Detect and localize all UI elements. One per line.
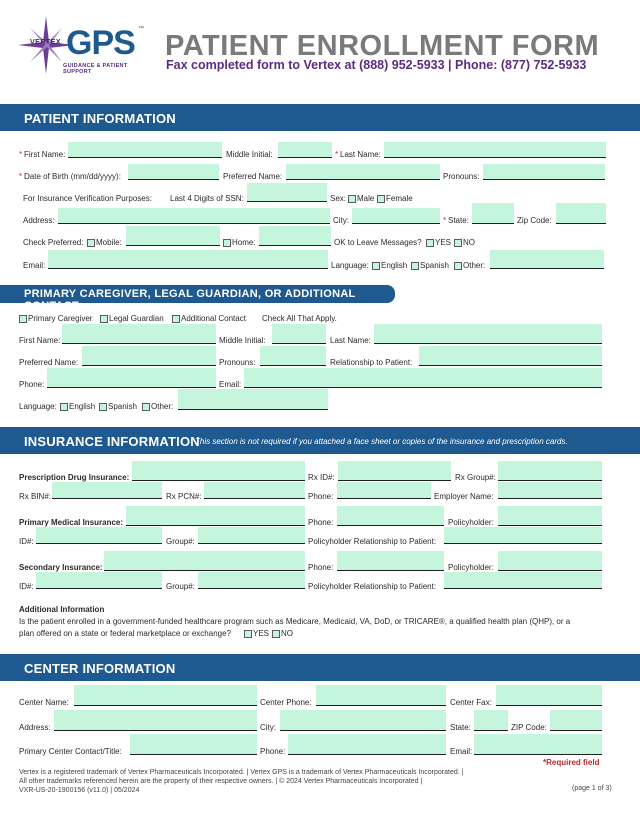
si-rel-label: Policyholder Relationship to Patient: bbox=[308, 582, 437, 591]
cg-pronouns-label: Pronouns: bbox=[219, 358, 256, 367]
patient-first-name-field[interactable] bbox=[68, 142, 222, 158]
required-asterisk: * bbox=[19, 150, 23, 159]
pm-policyholder-label: Policyholder: bbox=[448, 518, 494, 527]
si-group-field[interactable] bbox=[198, 572, 305, 589]
patient-section-title: PATIENT INFORMATION bbox=[24, 111, 176, 126]
male-checkbox[interactable] bbox=[348, 195, 356, 203]
center-phone-label: Center Phone: bbox=[260, 698, 312, 707]
required-asterisk: * bbox=[443, 216, 447, 225]
center-section-header bbox=[0, 654, 640, 681]
caregiver-email-field[interactable] bbox=[244, 368, 602, 388]
state-label: State: bbox=[448, 216, 469, 225]
ssn-label: Last 4 Digits of SSN: bbox=[170, 194, 244, 203]
patient-section-header bbox=[0, 104, 640, 131]
spanish-label: Spanish bbox=[420, 261, 449, 270]
center-state-field[interactable] bbox=[474, 710, 508, 731]
center-phone-field[interactable] bbox=[316, 685, 446, 706]
rx-phone-label: Phone: bbox=[308, 492, 334, 501]
cg-other-label: Other: bbox=[151, 402, 174, 411]
patient-home-field[interactable] bbox=[259, 226, 331, 246]
pronouns-label: Pronouns: bbox=[443, 172, 480, 181]
check-preferred-label: Check Preferred: bbox=[23, 238, 84, 247]
cg-english-label: English bbox=[69, 402, 96, 411]
other-language-checkbox[interactable] bbox=[454, 262, 462, 270]
address-label: Address: bbox=[23, 216, 55, 225]
english-label: English bbox=[381, 261, 408, 270]
other-language-label: Other: bbox=[463, 261, 486, 270]
language-label: Language: bbox=[331, 261, 369, 270]
insurance-section-note: This section is not required if you attached a face sheet or copies of the insurance and prescription cards. bbox=[195, 437, 568, 446]
cg-relationship-label: Relationship to Patient: bbox=[330, 358, 413, 367]
mobile-checkbox[interactable] bbox=[87, 239, 95, 247]
patient-other-language-field[interactable] bbox=[490, 250, 604, 269]
caregiver-last-name-field[interactable] bbox=[374, 324, 602, 344]
center-contact-label: Primary Center Contact/Title: bbox=[19, 747, 122, 756]
ok-yes-checkbox[interactable] bbox=[426, 239, 434, 247]
gov-program-yes-label: YES bbox=[253, 629, 270, 638]
logo-tagline: GUIDANCE & PATIENT SUPPORT bbox=[63, 63, 128, 75]
additional-contact-checkbox[interactable] bbox=[172, 315, 180, 323]
patient-city-field[interactable] bbox=[352, 208, 440, 224]
pm-policyholder-field[interactable] bbox=[498, 506, 602, 526]
cg-spanish-checkbox[interactable] bbox=[99, 403, 107, 411]
caregiver-relationship-field[interactable] bbox=[419, 346, 602, 366]
center-address-field[interactable] bbox=[54, 710, 257, 731]
si-id-field[interactable] bbox=[36, 572, 162, 589]
patient-state-field[interactable] bbox=[472, 203, 514, 224]
pm-group-field[interactable] bbox=[198, 527, 305, 544]
caregiver-section-title: PRIMARY CAREGIVER, LEGAL GUARDIAN, OR ADDITIONAL CONTACT bbox=[24, 288, 356, 312]
rx-group-label: Rx Group#: bbox=[455, 473, 496, 482]
ok-no-label: NO bbox=[463, 238, 475, 247]
center-contact-phone-label: Phone: bbox=[260, 747, 286, 756]
footer-document-code: VXR-US-20-1900156 (v11.0) | 05/2024 bbox=[19, 787, 140, 794]
si-phone-label: Phone: bbox=[308, 563, 334, 572]
preferred-name-label: Preferred Name: bbox=[223, 172, 283, 181]
patient-preferred-name-field[interactable] bbox=[286, 164, 440, 180]
si-id-label: ID#: bbox=[19, 582, 34, 591]
dob-label: Date of Birth (mm/dd/yyyy): bbox=[24, 172, 121, 181]
si-policyholder-field[interactable] bbox=[498, 551, 602, 571]
pm-group-label: Group#: bbox=[166, 537, 195, 546]
ok-no-checkbox[interactable] bbox=[454, 239, 462, 247]
center-name-field[interactable] bbox=[74, 685, 257, 706]
cg-email-label: Email: bbox=[219, 380, 242, 389]
additional-info-text-1: Is the patient enrolled in a government-funded healthcare program such as Medicare, Medicaid, VA, DoD, or TRICARE®, a qualified health plan (QHP), or a bbox=[19, 617, 571, 626]
insurance-section-header bbox=[0, 427, 640, 454]
center-contact-phone-field[interactable] bbox=[288, 734, 446, 755]
center-address-label: Address: bbox=[19, 723, 51, 732]
primary-medical-field[interactable] bbox=[126, 506, 305, 526]
legal-guardian-checkbox[interactable] bbox=[100, 315, 108, 323]
rx-phone-field[interactable] bbox=[337, 482, 431, 499]
center-fax-field[interactable] bbox=[496, 685, 602, 706]
caregiver-first-name-field[interactable] bbox=[62, 324, 216, 344]
patient-address-field[interactable] bbox=[58, 208, 330, 224]
female-label: Female bbox=[386, 194, 413, 203]
page-number: (page 1 of 3) bbox=[572, 785, 612, 792]
vertex-gps-logo bbox=[16, 14, 156, 76]
employer-label: Employer Name: bbox=[434, 492, 494, 501]
caregiver-phone-field[interactable] bbox=[47, 368, 216, 388]
insurance-section-title: INSURANCE INFORMATION bbox=[24, 434, 200, 449]
prescription-insurance-field[interactable] bbox=[132, 461, 305, 481]
home-label: Home: bbox=[232, 238, 256, 247]
caregiver-preferred-name-field[interactable] bbox=[82, 346, 216, 366]
cg-spanish-label: Spanish bbox=[108, 402, 137, 411]
ok-to-leave-label: OK to Leave Messages? bbox=[334, 238, 422, 247]
center-fax-label: Center Fax: bbox=[450, 698, 492, 707]
pm-id-field[interactable] bbox=[36, 527, 162, 544]
center-city-field[interactable] bbox=[280, 710, 446, 731]
cg-english-checkbox[interactable] bbox=[60, 403, 68, 411]
city-label: City: bbox=[333, 216, 349, 225]
center-city-label: City: bbox=[260, 723, 276, 732]
patient-mobile-field[interactable] bbox=[126, 226, 220, 246]
center-name-label: Center Name: bbox=[19, 698, 69, 707]
middle-initial-label: Middle Initial: bbox=[226, 150, 273, 159]
rx-pcn-field[interactable] bbox=[204, 482, 305, 499]
required-field-note: *Required field bbox=[543, 758, 600, 767]
english-checkbox[interactable] bbox=[372, 262, 380, 270]
logo-gps-text: GPS bbox=[66, 24, 135, 62]
cg-other-checkbox[interactable] bbox=[142, 403, 150, 411]
secondary-insurance-field[interactable] bbox=[104, 551, 305, 571]
caregiver-other-language-field[interactable] bbox=[178, 389, 328, 410]
rx-id-field[interactable] bbox=[338, 461, 451, 481]
cg-phone-label: Phone: bbox=[19, 380, 45, 389]
rx-bin-label: Rx BIN#: bbox=[19, 492, 52, 501]
insurance-purposes-label: For Insurance Verification Purposes: bbox=[23, 194, 152, 203]
employer-field[interactable] bbox=[498, 482, 602, 499]
sex-label: Sex: bbox=[330, 194, 347, 203]
footer-trademark-line-2: All other trademarks referenced herein are the property of their respective owners. | © 2024 Vertex Pharmaceuticals Incorporated | bbox=[19, 778, 423, 785]
caregiver-middle-initial-field[interactable] bbox=[272, 324, 326, 344]
center-zip-label: ZIP Code: bbox=[511, 723, 547, 732]
cg-preferred-name-label: Preferred Name: bbox=[19, 358, 79, 367]
si-policyholder-label: Policyholder: bbox=[448, 563, 494, 572]
gov-program-yes-checkbox[interactable] bbox=[244, 630, 252, 638]
primary-medical-label: Primary Medical Insurance: bbox=[19, 518, 124, 527]
page-title: PATIENT ENROLLMENT FORM bbox=[165, 30, 600, 62]
male-label: Male bbox=[357, 194, 375, 203]
cg-middle-initial-label: Middle Initial: bbox=[219, 336, 266, 345]
footer-trademark-line-1: Vertex is a registered trademark of Vertex Pharmaceuticals Incorporated. | Vertex GPS is a trademark of Vertex Pharmaceuticals Incorporated. | bbox=[19, 769, 464, 776]
center-state-label: State: bbox=[450, 723, 471, 732]
si-phone-field[interactable] bbox=[337, 551, 444, 571]
pm-phone-field[interactable] bbox=[337, 506, 444, 526]
additional-info-text-2: plan offered on a state or federal marketplace or exchange? bbox=[19, 629, 231, 638]
gov-program-no-checkbox[interactable] bbox=[272, 630, 280, 638]
primary-caregiver-checkbox[interactable] bbox=[19, 315, 27, 323]
patient-last-name-field[interactable] bbox=[384, 142, 606, 158]
rx-pcn-label: Rx PCN#: bbox=[166, 492, 202, 501]
last-name-label: Last Name: bbox=[340, 150, 381, 159]
zip-label: Zip Code: bbox=[517, 216, 552, 225]
spanish-checkbox[interactable] bbox=[411, 262, 419, 270]
caregiver-pronouns-field[interactable] bbox=[260, 346, 326, 366]
rx-id-label: Rx ID#: bbox=[308, 473, 335, 482]
secondary-insurance-label: Secondary Insurance: bbox=[19, 563, 103, 572]
prescription-insurance-label: Prescription Drug Insurance: bbox=[19, 473, 130, 482]
caregiver-section-header bbox=[0, 285, 395, 312]
center-email-label: Email: bbox=[450, 747, 473, 756]
pm-rel-field[interactable] bbox=[444, 527, 602, 544]
patient-middle-initial-field[interactable] bbox=[278, 142, 332, 158]
additional-contact-label: Additional Contact bbox=[181, 314, 246, 323]
patient-pronouns-field[interactable] bbox=[483, 164, 605, 180]
si-rel-field[interactable] bbox=[444, 572, 602, 589]
first-name-label: First Name: bbox=[24, 150, 66, 159]
mobile-label: Mobile: bbox=[96, 238, 122, 247]
required-asterisk: * bbox=[19, 172, 23, 181]
patient-ssn-field[interactable] bbox=[247, 183, 327, 202]
cg-language-label: Language: bbox=[19, 402, 57, 411]
logo-tm: ™ bbox=[138, 26, 144, 32]
check-all-label: Check All That Apply. bbox=[262, 314, 337, 323]
gov-program-no-label: NO bbox=[281, 629, 293, 638]
email-label: Email: bbox=[23, 261, 46, 270]
legal-guardian-label: Legal Guardian bbox=[109, 314, 164, 323]
pm-phone-label: Phone: bbox=[308, 518, 334, 527]
rx-bin-field[interactable] bbox=[52, 482, 162, 499]
additional-info-heading: Additional Information bbox=[19, 605, 105, 614]
primary-caregiver-label: Primary Caregiver bbox=[28, 314, 93, 323]
home-checkbox[interactable] bbox=[223, 239, 231, 247]
patient-zip-field[interactable] bbox=[556, 203, 606, 224]
female-checkbox[interactable] bbox=[377, 195, 385, 203]
ok-yes-label: YES bbox=[435, 238, 452, 247]
center-contact-field[interactable] bbox=[130, 734, 257, 755]
center-section-title: CENTER INFORMATION bbox=[24, 661, 176, 676]
center-zip-field[interactable] bbox=[550, 710, 602, 731]
patient-dob-field[interactable] bbox=[128, 164, 219, 180]
cg-first-name-label: First Name: bbox=[19, 336, 61, 345]
rx-group-field[interactable] bbox=[498, 461, 602, 481]
pm-id-label: ID#: bbox=[19, 537, 34, 546]
patient-email-field[interactable] bbox=[48, 250, 328, 269]
si-group-label: Group#: bbox=[166, 582, 195, 591]
pm-rel-label: Policyholder Relationship to Patient: bbox=[308, 537, 437, 546]
required-asterisk: * bbox=[335, 150, 339, 159]
cg-last-name-label: Last Name: bbox=[330, 336, 371, 345]
center-email-field[interactable] bbox=[474, 734, 602, 755]
logo-vertex-text: VERTEX bbox=[30, 39, 62, 46]
fax-phone-subtitle: Fax completed form to Vertex at (888) 952-5933 | Phone: (877) 752-5933 bbox=[166, 58, 587, 72]
